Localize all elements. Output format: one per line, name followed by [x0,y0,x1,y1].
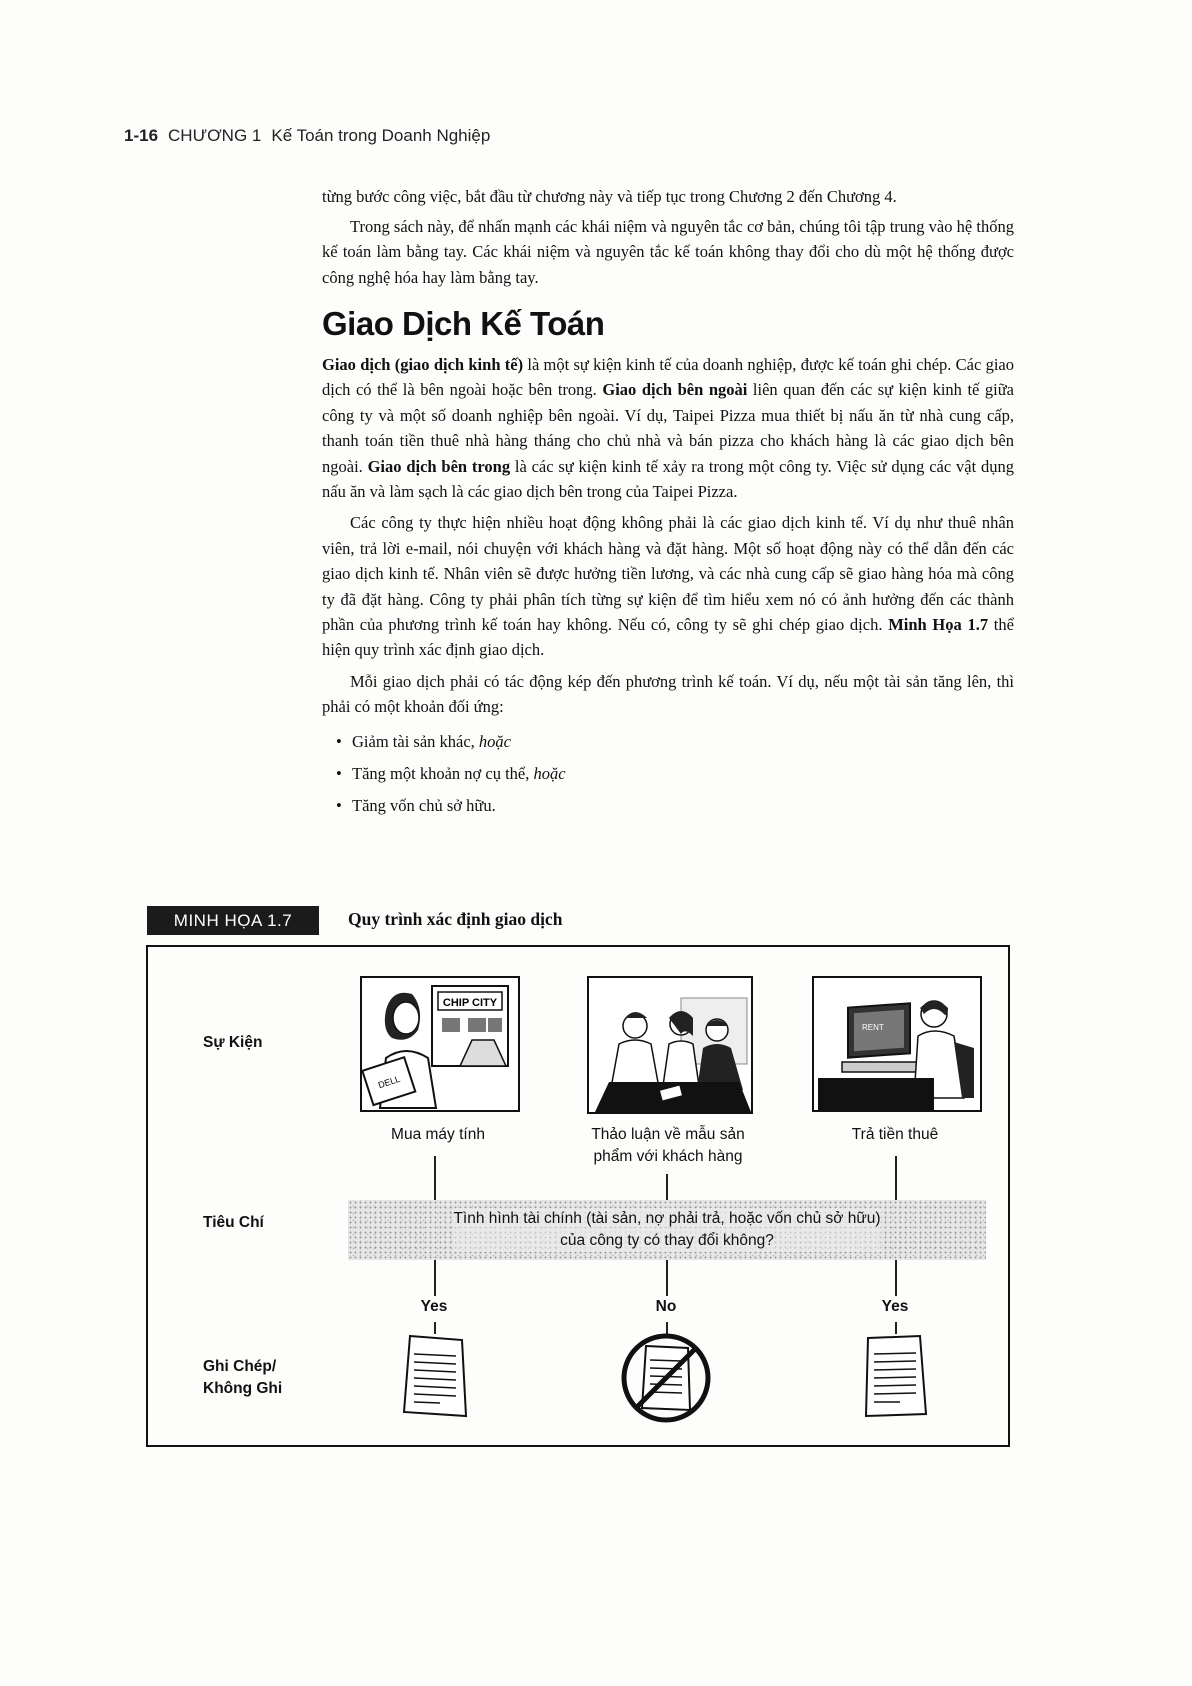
connector-line [895,1156,897,1200]
section-paragraph-2: Các công ty thực hiện nhiều hoạt động không phải là các giao dịch kinh tế. Ví dụ như thuê nhân viên, trả lời e-mail, nói chuyện với khách hàng và đặt hàng. Một số hoạt động này có thể dẫn đến các giao dịch kinh tế. Nhân viên sẽ được hưởng tiền lương, và các nhà cung cấp sẽ giao hàng hóa mà công ty đã đặt hàng. Công ty phải phân tích từng sự kiện để tìm hiểu xem nó có ảnh hưởng đến các thành phần của phương trình kế toán hay không. Nếu có, công ty sẽ ghi chép giao dịch. Minh Họa 1.7 thể hiện quy trình xác định giao dịch. [322,513,1014,660]
document-icon [860,1334,932,1423]
no-record-icon [618,1330,714,1431]
criterion-text: Tình hình tài chính (tài sản, nợ phải trả, hoặc vốn chủ sở hữu) của công ty có thay đổi không? [453,1208,880,1252]
event-illustration-meeting [587,976,753,1114]
page-number: 1-16 [124,126,159,145]
section-paragraph-1: Giao dịch (giao dịch kinh tế) là một sự kiện kinh tế của doanh nghiệp, được kế toán ghi chép. Các giao dịch có thể là bên ngoài hoặc bên trong. Giao dịch bên ngoài liên quan đến các sự kiện kinh tế giữa công ty và một số doanh nghiệp bên ngoài. Ví dụ, Taipei Pizza mua thiết bị nấu ăn từ nhà cung cấp, thanh toán tiền thuê nhà hàng tháng cho chủ nhà và bán pizza cho khách hàng là các giao dịch bên ngoài. Giao dịch bên trong là các sự kiện kinh tế xảy ra trong một công ty. Việc sử dụng các vật dụng nấu ăn và làm sạch là các giao dịch bên trong của Taipei Pizza. [322,355,1015,502]
term-transaction: Giao dịch (giao dịch kinh tế) [322,355,524,374]
person-with-box-icon [362,978,518,1110]
event-illustration-pay-rent [812,976,982,1112]
section-heading: Giao Dịch Kế Toán [322,305,605,342]
event-illustration-buy-computer [360,976,520,1112]
event-caption-3: Trả tiền thuê [851,1126,939,1143]
row-label-criterion: Tiêu Chí [203,1214,264,1231]
connector-line [895,1260,897,1296]
connector-line [434,1156,436,1200]
box-label: DELL [376,1073,402,1091]
term-external: Giao dịch bên ngoài [602,380,748,400]
document-icon [400,1334,472,1423]
list-item: • Giảm tài sản khác, hoặc [336,726,1014,758]
row-label-record: Ghi Chép/ Không Ghi [203,1358,283,1397]
term-internal: Giao dịch bên trong [367,456,511,476]
intro-paragraph-2: Trong sách này, để nhấn mạnh các khái niệm và nguyên tắc cơ bản, chúng tôi tập trung vào hệ thống kế toán làm bằng tay. Các khái niệm và nguyên tắc kế toán không thay đổi cho dù một hệ thống được công nghệ hóa hay làm bằng tay. [322,216,1014,287]
list-item: • Tăng một khoản nợ cụ thể, hoặc [336,758,1014,790]
chapter-title: Kế Toán trong Doanh Nghiệp [271,126,491,145]
answer-yes-1: Yes [420,1298,448,1315]
connector-line [434,1260,436,1296]
figure-title: Quy trình xác định giao dịch [348,909,563,929]
chapter-label: CHƯƠNG 1 [168,126,262,145]
connector-line [666,1174,668,1200]
section-paragraph-3: Mỗi giao dịch phải có tác động kép đến phương trình kế toán. Ví dụ, nếu một tài sản tăng lên, thì phải có một khoản đối ứng: [322,671,1014,717]
event-caption-2: Thảo luận về mẫu sản phẩm với khách hàng [591,1126,745,1165]
connector-line [895,1322,897,1334]
connector-line [434,1322,436,1334]
screen-text: RENT [862,1023,884,1032]
intro-paragraph-1: từng bước công việc, bắt đầu từ chương này và tiếp tục trong Chương 2 đến Chương 4. [322,187,897,206]
criterion-band [348,1200,986,1260]
answer-no: No [655,1298,677,1315]
answer-yes-2: Yes [881,1298,909,1315]
list-item: • Tăng vốn chủ sở hữu. [336,790,1014,822]
figure-reference: Minh Họa 1.7 [888,615,989,635]
row-label-event: Sự Kiện [203,1034,263,1051]
connector-line [666,1260,668,1296]
bullet-list [322,726,1014,822]
figure-tag: MINH HỌA 1.7 [147,906,319,935]
computer-user-icon [814,978,980,1110]
intro-text [322,184,1014,290]
running-header [124,126,490,146]
meeting-icon [589,978,751,1112]
store-sign: CHIP CITY [442,997,498,1009]
event-caption-1: Mua máy tính [391,1126,485,1143]
section-body [322,352,1014,822]
